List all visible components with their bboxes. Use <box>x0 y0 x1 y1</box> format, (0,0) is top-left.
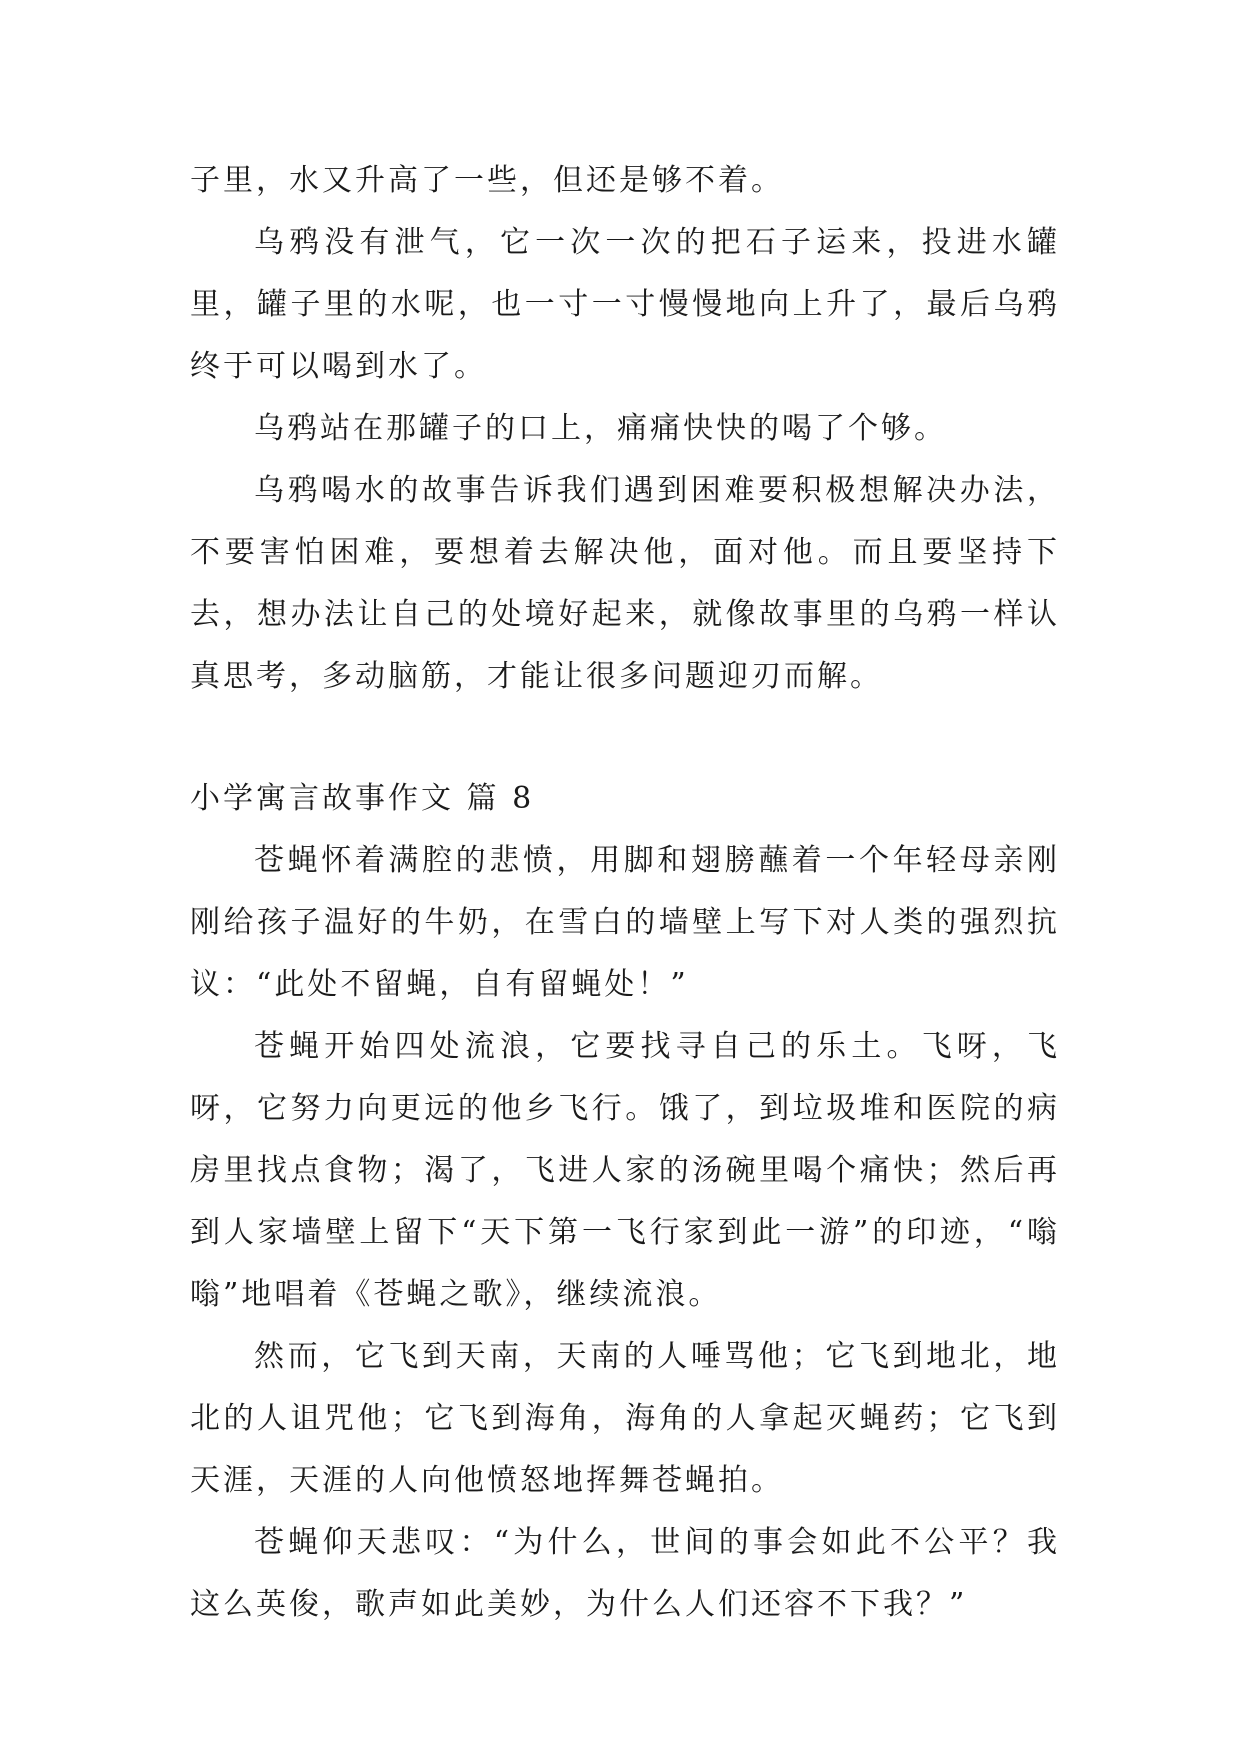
paragraph: 子里，水又升高了一些，但还是够不着。 <box>190 163 784 198</box>
section-title: 小学寓言故事作文 篇 8 <box>190 781 535 816</box>
document-page <box>190 150 1060 1636</box>
paragraph: 苍蝇怀着满腔的悲愤，用脚和翅膀蘸着一个年轻母亲刚刚给孩子温好的牛奶，在雪白的墙壁上写下对人类的强烈抗议：“此处不留蝇，自有留蝇处！” <box>190 843 1060 1002</box>
paragraph: 乌鸦没有泄气，它一次一次的把石子运来，投进水罐里，罐子里的水呢，也一寸一寸慢慢地向上升了，最后乌鸦终于可以喝到水了。 <box>190 225 1060 384</box>
paragraph: 乌鸦喝水的故事告诉我们遇到困难要积极想解决办法，不要害怕困难，要想着去解决他，面对他。而且要坚持下去，想办法让自己的处境好起来，就像故事里的乌鸦一样认真思考，多动脑筋，才能让很多问题迎刃而解。 <box>190 473 1060 694</box>
paragraph: 然而，它飞到天南，天南的人唾骂他；它飞到地北，地北的人诅咒他；它飞到海角，海角的人拿起灭蝇药；它飞到天涯，天涯的人向他愤怒地挥舞苍蝇拍。 <box>190 1339 1060 1498</box>
paragraph: 苍蝇开始四处流浪，它要找寻自己的乐土。飞呀，飞呀，它努力向更远的他乡飞行。饿了，到垃圾堆和医院的病房里找点食物；渴了，飞进人家的汤碗里喝个痛快；然后再到人家墙壁上留下“天下第一飞行家到此一游”的印迹，“嗡嗡”地唱着《苍蝇之歌》，继续流浪。 <box>190 1029 1060 1312</box>
paragraph: 乌鸦站在那罐子的口上，痛痛快快的喝了个够。 <box>254 411 947 446</box>
paragraph: 苍蝇仰天悲叹：“为什么，世间的事会如此不公平？我这么英俊，歌声如此美妙，为什么人们还容不下我？” <box>190 1525 1060 1622</box>
